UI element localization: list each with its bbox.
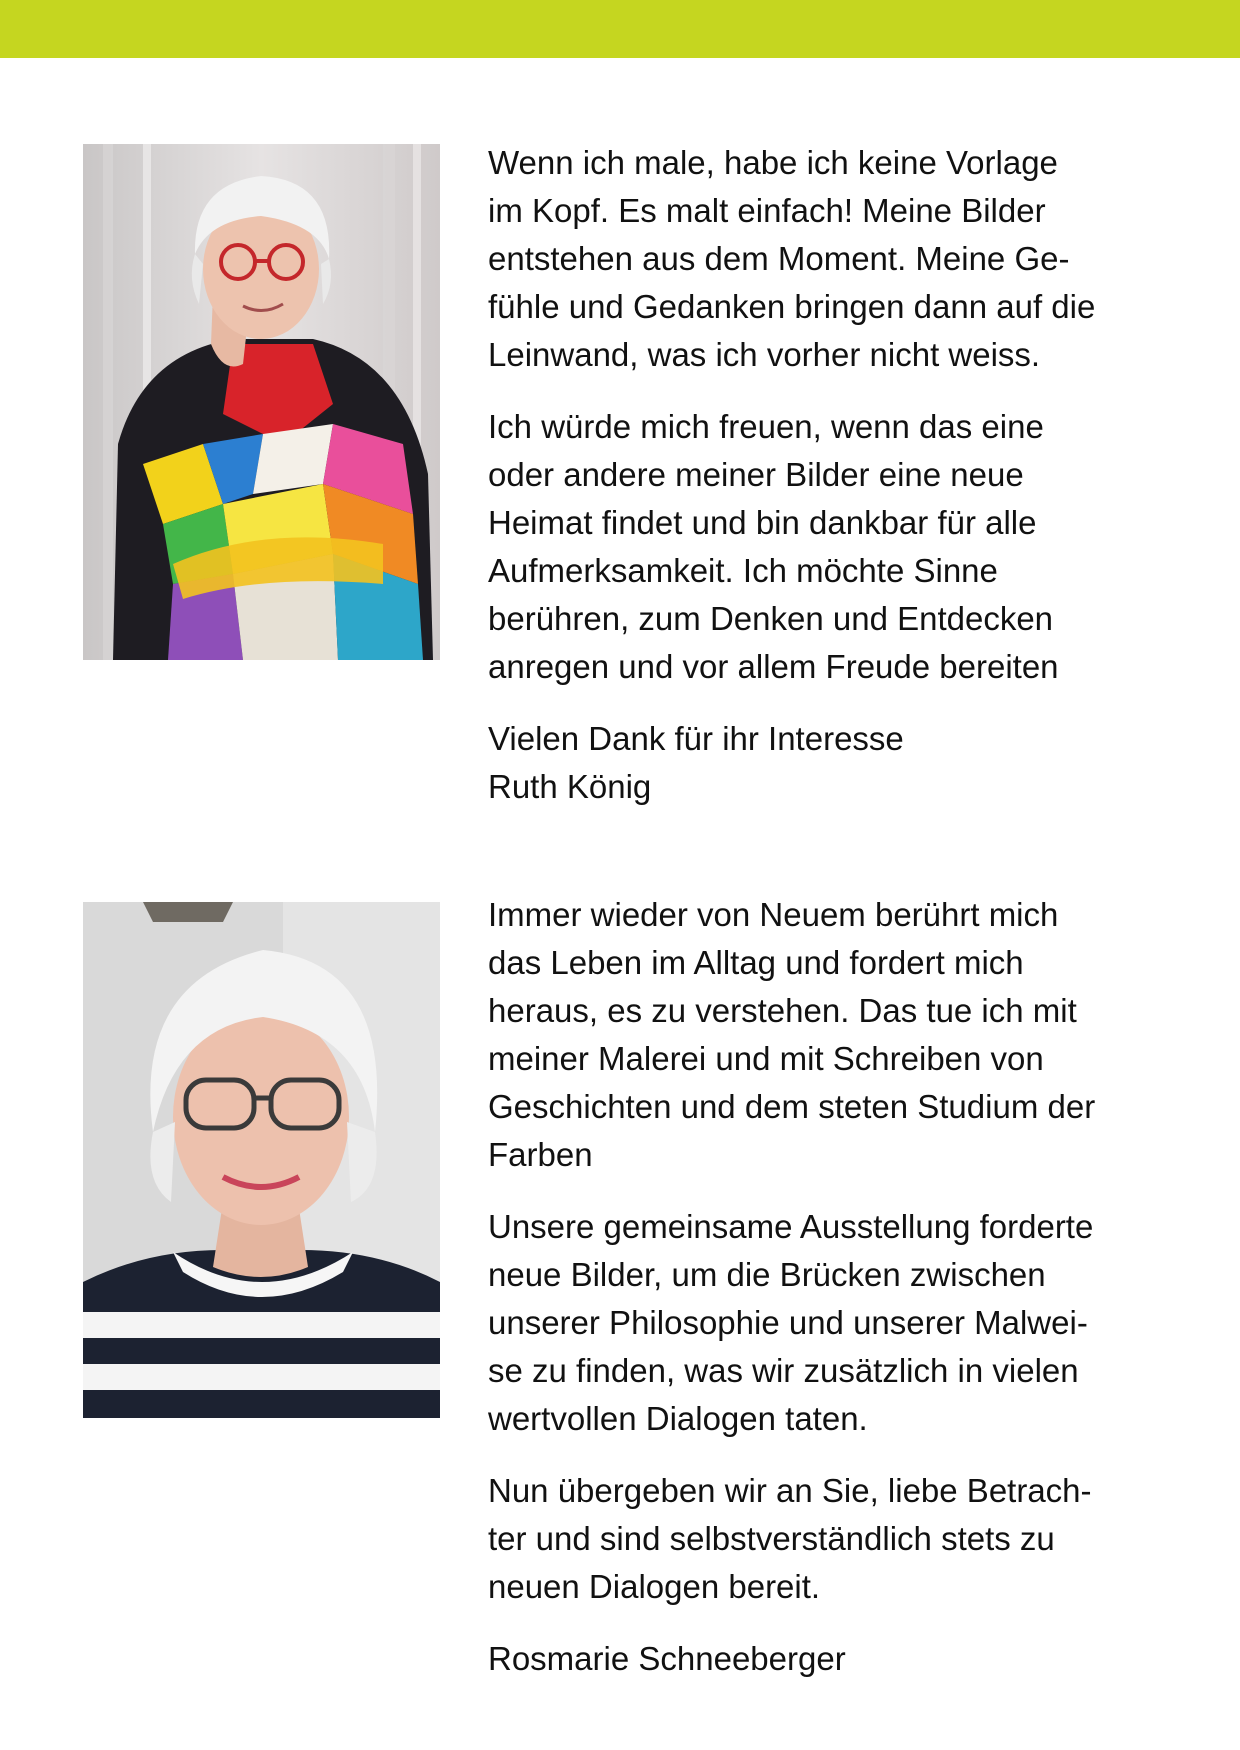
statement-signature: Rosmarie Schneeberger bbox=[488, 1640, 846, 1677]
artist-statement-rosmarie-schneeberger bbox=[488, 891, 1188, 1683]
statement-paragraph-2: Ich würde mich freuen, wenn das eine oder andere meiner Bilder eine neue Heimat findet und bin dankbar für alle Aufmerksamkeit. Ich möchte Sinne berühren, zum Denken und Entdecken anregen und vor allem Freude bereiten bbox=[488, 408, 1059, 685]
portrait-photo-ruth-koenig bbox=[83, 144, 440, 660]
statement-paragraph-3: Nun übergeben wir an Sie, liebe Betrach- ter und sind selbstverständlich stets zu neuen Dialogen bereit. bbox=[488, 1472, 1092, 1605]
artist-statement-ruth-koenig bbox=[488, 139, 1188, 811]
statement-signature: Vielen Dank für ihr Interesse Ruth König bbox=[488, 720, 904, 805]
statement-paragraph-1: Immer wieder von Neuem berührt mich das Leben im Alltag und fordert mich heraus, es zu verstehen. Das tue ich mit meiner Malerei und mit Schreiben von Geschichten und dem steten Studium der Farben bbox=[488, 896, 1096, 1173]
statement-paragraph-1: Wenn ich male, habe ich keine Vorlage im Kopf. Es malt einfach! Meine Bilder entstehen aus dem Moment. Meine Ge- fühle und Gedanken bringen dann auf die Leinwand, was ich vorher nicht weiss. bbox=[488, 144, 1096, 373]
portrait-illustration bbox=[83, 144, 440, 660]
portrait-illustration bbox=[83, 902, 440, 1418]
top-accent-bar bbox=[0, 0, 1240, 58]
portrait-photo-rosmarie-schneeberger bbox=[83, 902, 440, 1418]
statement-paragraph-2: Unsere gemeinsame Ausstellung forderte neue Bilder, um die Brücken zwischen unserer Philosophie und unserer Malwei- se zu finden, was wir zusätzlich in vielen wertvollen Dialogen taten. bbox=[488, 1208, 1094, 1437]
